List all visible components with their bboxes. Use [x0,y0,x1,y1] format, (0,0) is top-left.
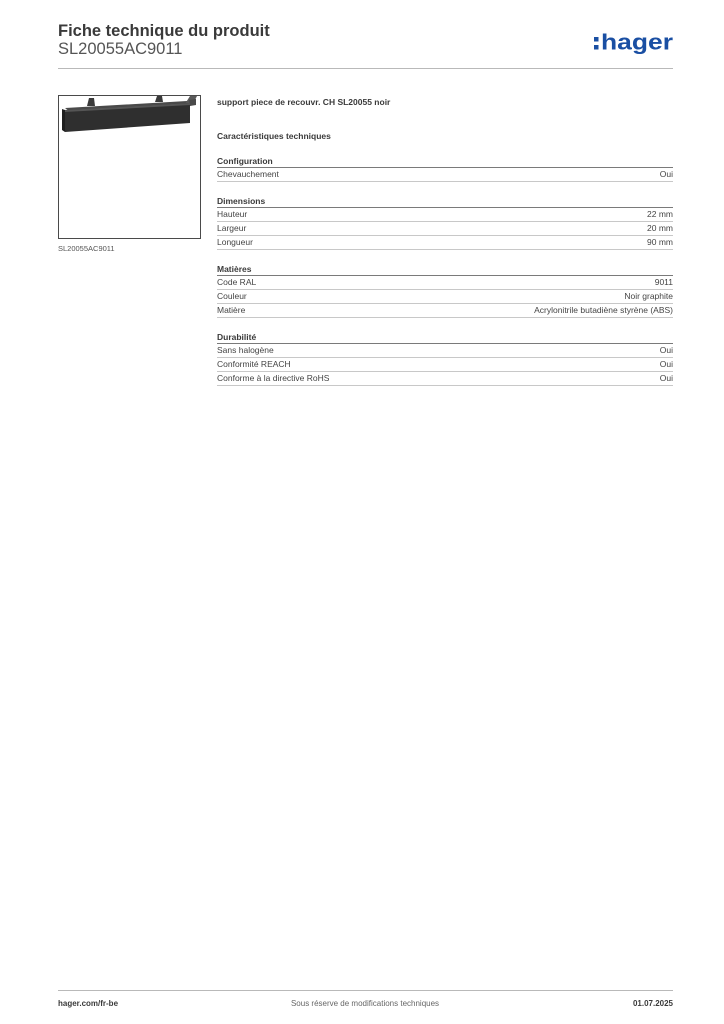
product-reference: SL20055AC9011 [58,40,183,58]
spec-row [217,236,673,250]
logo-text: hager [601,29,674,55]
spec-value: 20 mm [647,223,673,233]
spec-row [217,168,673,182]
section-dimensions [217,195,673,250]
spec-value: Oui [659,169,673,179]
spec-label: Couleur [217,291,247,301]
spec-value: Noir graphite [624,291,673,301]
footer-website-link[interactable]: hager.com/fr-be [58,999,119,1008]
section-configuration [217,155,673,182]
spec-label: Largeur [217,223,247,233]
spec-row [217,276,673,290]
spec-label: Code RAL [217,277,257,287]
spec-row [217,290,673,304]
spec-row [217,208,673,222]
section-materials [217,263,673,318]
spec-label: Sans halogène [217,345,274,355]
spec-value: Oui [659,373,673,383]
footer-disclaimer: Sous réserve de modifications techniques [290,999,440,1008]
spec-value: Acrylonitrile butadiène styrène (ABS) [534,305,673,315]
section-title: Dimensions [217,195,673,208]
section-durability [217,331,673,386]
characteristics-title: Caractéristiques techniques [217,131,331,141]
specifications [217,96,673,386]
product-description: support piece de recouvr. CH SL20055 noir [217,97,391,107]
spec-label: Matière [217,305,246,315]
section-title: Durabilité [217,331,673,344]
spec-row [217,222,673,236]
spec-value: 22 mm [647,209,673,219]
page-title: Fiche technique du produit [58,22,270,40]
spec-row [217,372,673,386]
footer-divider [58,990,673,991]
spec-value: 9011 [654,277,673,287]
spec-value: 90 mm [647,237,673,247]
spec-label: Conformité REACH [217,359,291,369]
hager-logo [593,28,675,56]
spec-label: Chevauchement [217,169,279,179]
product-image [58,95,201,239]
footer-date: 01.07.2025 [632,999,673,1008]
section-title: Matières [217,263,673,276]
section-title: Configuration [217,155,673,168]
spec-row [217,304,673,318]
spec-row [217,344,673,358]
spec-row [217,358,673,372]
header-divider [58,68,673,69]
spec-label: Hauteur [217,209,248,219]
image-caption: SL20055AC9011 [58,244,115,253]
spec-label: Longueur [217,237,253,247]
spec-value: Oui [659,359,673,369]
spec-label: Conforme à la directive RoHS [217,373,330,383]
spec-value: Oui [659,345,673,355]
